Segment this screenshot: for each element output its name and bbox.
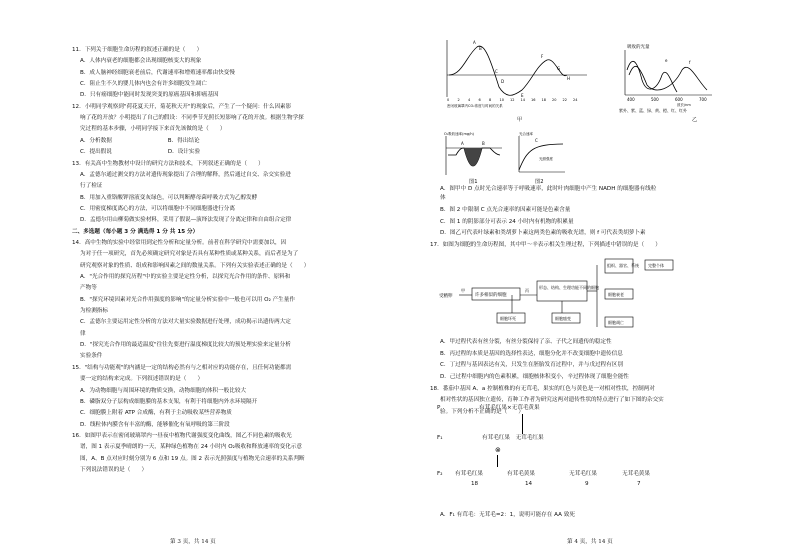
flow-box-aging: 细胞衰老 <box>608 292 624 297</box>
left-text-line: 11．下列关于细胞生命历程的叙述正确的是（ ） <box>72 47 203 53</box>
cross-p-text: 有茸毛红果×无茸毛黄果 <box>479 405 540 411</box>
cross-line-p <box>522 414 523 434</box>
flow-box-necrosis: 细胞坏死 <box>500 316 516 321</box>
left-text-line: B．成人脑神经细胞衰老前后，代谢速率和增殖速率都由快变慢 <box>80 69 235 76</box>
fig2-xlabel: 光照强度 <box>539 157 553 161</box>
right-page-footer: 第 4 页，共 14 页 <box>567 539 613 545</box>
left-text-line: B．"探究环境因素对光合作用强度的影响"的定量分析实验中一般也可以用 O₂ 产生量作 <box>80 296 295 303</box>
yi-label-f: f <box>689 60 691 65</box>
fig1-label-a: A <box>461 141 464 146</box>
right-text-line: 验。下列分析不正确的是（ ） <box>440 409 524 415</box>
yi-bands: 紫外、紫、蓝、绿、黄、橙、红、红外 <box>619 108 687 113</box>
left-text-line: 图，A、B 点对应时刻分别为 6 点和 19 点。图 2 表示光照强度与植物光合速率的关系判断 <box>80 455 305 462</box>
left-text-line: 16．如图甲表示在密闭玻璃罩内一昼夜中植物代谢强度变化曲线，图乙不同色素的吸收光 <box>72 432 292 439</box>
right-text-line: D．图乙可代表叶绿素和类胡萝卜素这两类色素的吸收光谱，则 f 可代表类胡萝卜素 <box>440 230 646 236</box>
left-text-line: D．线粒体内膜含有丰富的酶，能够催化有氧呼吸的第三阶段 <box>80 421 230 428</box>
jia-x-tick: 10 <box>499 98 504 102</box>
left-text-line: A．人体内衰老的细胞都会出现细胞核变大的现象 <box>80 58 202 65</box>
right-text-line: 相对性状的基因独立遗传，育种工作者为研究这两对遗传性状的特点进行了如下图的杂交实 <box>440 397 664 403</box>
left-text-line: C．细胞膜上附着 ATP 合成酶，有利于主动吸收某些营养物质 <box>80 410 232 417</box>
fig2-label-c: C <box>535 138 538 143</box>
left-text-line: B．磷脂双分子层构成细胞膜的基本支架，有利于将细胞内外水环境隔开 <box>80 398 258 405</box>
left-text-line: 谱，图 1 表示夏季晴朗的一天，某种绿色植物在 24 小时内 O₂吸收和释放速率的变化示意 <box>80 444 302 451</box>
jia-x-tick: 20 <box>552 98 557 102</box>
flow-start: 受精卵 <box>439 294 453 299</box>
cross-selfing: ⊗ <box>495 446 501 454</box>
left-text-line: 15．"结构与功能观"的内涵是一定的结构必然有与之相对应的功能存在，且任何功能都需 <box>72 364 292 371</box>
cross-f2-count-1: 18 <box>471 481 479 487</box>
cross-f2-type-4: 无茸毛黄果 <box>622 471 650 477</box>
left-text-line: 究过程的基本步骤，小明同学接下来首先该做的是（ ） <box>80 126 226 133</box>
right-text-line: A．F₁ 有茸毛：无茸毛=2：1，说明可能存在 AA 致死 <box>440 512 575 518</box>
flow-box-apoptosis: 细胞凋亡 <box>608 320 624 325</box>
flow-bing: 丙 <box>525 288 529 293</box>
yi-tick-700: 700 <box>699 97 707 102</box>
yi-tick-400: 400 <box>627 97 635 102</box>
left-text-line: 下列说法错误的是（ ） <box>80 466 148 473</box>
cross-f2-type-1: 有茸毛红果 <box>455 471 483 477</box>
left-text-line: A．"光合作用的探究历程"中的实验主要是定性分析，以探究光合作用的条件、原料和 <box>80 274 291 280</box>
right-text-line: C．图 1 的阴影部分可表示 24 小时内有机物的积累量 <box>440 219 574 225</box>
figure-1-chart <box>442 130 507 180</box>
left-text-line: C．提出假说 D．设计实验 <box>80 149 201 156</box>
cross-line-f1 <box>497 455 498 467</box>
left-text-line: 要一定的结构来完成。下列叙述错误的是（ ） <box>80 376 204 383</box>
yi-tick-500: 500 <box>651 97 659 102</box>
flow-box-diff: 形态、结构、生理功能不同的细胞 <box>539 285 599 290</box>
flow-box-body: 完整个体 <box>648 263 664 268</box>
jia-label-h: H <box>567 76 571 81</box>
jia-x-tick: 12 <box>510 98 515 102</box>
figure-yi-chart <box>617 40 737 115</box>
jia-x-tick: 8 <box>489 98 492 102</box>
right-page <box>397 0 794 550</box>
left-text-line: 实验条件 <box>80 353 103 360</box>
right-text-line: 17．如图为细胞的生命历程图，其中甲～辛表示相关生理过程，下列描述中错误的是（ ） <box>430 242 661 248</box>
left-text-line: 13．有关高中生物教材中设计的研究方法和技术，下列叙述正确的是（ ） <box>72 160 264 167</box>
jia-label-b: B <box>479 46 482 51</box>
left-text-line: 产物等 <box>80 285 97 292</box>
fig2-ylabel: 光合速率 <box>519 132 533 136</box>
left-text-line: D．孟德尔用山柳菊做实验材料，采用了假说—演绎法发现了分离定律和自由组合定律 <box>80 217 292 224</box>
figure-jia-caption: 甲 <box>517 117 523 123</box>
left-text-line: 行了检证 <box>80 183 103 190</box>
jia-xlabel: 密闭玻璃罩内CO₂浓度与时间的关系 <box>447 104 503 108</box>
right-text-line: A．甲过程代表有丝分裂，有丝分裂保持了亲、子代之间遗传的稳定性 <box>440 339 612 345</box>
figure-2-chart <box>515 130 570 180</box>
left-text-line: A．分析数据 B．得出结论 <box>80 137 200 144</box>
jia-label-f: F <box>541 54 544 59</box>
jia-label-d: D <box>501 79 505 84</box>
right-text-line: 18．番茄中基因 A、a 控制植株的有无茸毛，果实的红色与黄色是一对相对性状，控制两对 <box>430 386 655 392</box>
fig1-ylabel: O₂吸收速率(mg/h) <box>444 132 474 136</box>
jia-x-tick: 2 <box>457 98 460 102</box>
jia-x-ticks <box>447 98 578 102</box>
jia-x-tick: 4 <box>468 98 471 102</box>
left-text-line: 律 <box>80 330 86 337</box>
left-text-line: B．用加入重铬酸钾溶液变灰绿色，可以判断酵母菌呼吸方式为乙醇发酵 <box>80 194 258 201</box>
left-text-line: 研究观察对象的性质、组成和影响因素之间的数量关系。下列有关实验表述正确的是（ ） <box>80 262 310 269</box>
left-text-line: 12．小明同学观察到"荷花夏天开，菊花秋天开"的现象后，产生了一个疑问：什么因素影 <box>72 103 292 110</box>
cross-f2-label: F₂ <box>437 471 443 477</box>
left-text-line: A．为动物细胞与周围环境的物质交换，动物细胞的体积一般比较大 <box>80 387 247 394</box>
left-page-footer: 第 3 页，共 14 页 <box>170 539 216 545</box>
left-text-line: 响了花的开放？小明提出了自己的假设：不同季节光照长短影响了花的开放。根据生物学探 <box>80 115 304 122</box>
left-text-line: 二、多选题（每小题 3 分 满选得 1 分 共 15 分） <box>72 228 199 235</box>
cross-p-label: P <box>437 405 441 411</box>
left-text-line: C．孟德尔主要运用定性分析的方法对大量实验数据进行处理，成功揭示出遗传两大定 <box>80 319 291 326</box>
flow-box-cancer: 细胞癌变 <box>555 316 571 321</box>
jia-label-a: A <box>473 40 476 45</box>
cross-f2-count-3: 9 <box>585 481 589 487</box>
left-text-line: 14．高中生物的实验中经常用到定性分析和定量分析。前者在科学研究中需要加以，因 <box>72 239 287 246</box>
cross-f1-text: 有茸毛红果 无茸毛红果 <box>482 435 544 441</box>
right-text-line: B．丙过程的本质是基因的选择性表达，细胞分化并不改变细胞中遗传信息 <box>440 351 623 357</box>
jia-label-g: G <box>557 66 561 71</box>
yi-label-e: e <box>665 58 668 63</box>
right-text-line: C．丁过程与基因表达有关，只发生在胚胎发育过程中，并与戊过程有区别 <box>440 362 623 368</box>
cross-f2-type-3: 无茸毛红果 <box>569 471 597 477</box>
jia-x-tick: 24 <box>573 98 578 102</box>
figure-yi-caption: 乙 <box>692 117 698 123</box>
flow-box-division: 许多相似的细胞 <box>475 293 507 298</box>
jia-x-tick: 16 <box>531 98 536 102</box>
cross-f1-label: F₁ <box>437 435 443 441</box>
cross-f2-count-4: 7 <box>637 481 641 487</box>
yi-xunit: 波长/nm <box>677 103 691 107</box>
yi-title: 吸收的光量 <box>627 45 650 50</box>
left-text-line: D．只有癌细胞中能同时发现突变的原癌基因和抑癌基因 <box>80 92 219 99</box>
jia-x-tick: 22 <box>562 98 567 102</box>
flow-jia: 甲 <box>461 288 465 293</box>
left-text-line: C．用密度梯度离心的方法，可以将细胞中不同细胞器进行分离 <box>80 205 235 212</box>
jia-x-tick: 0 <box>447 98 450 102</box>
left-text-line: 为检测指标 <box>80 308 108 315</box>
cross-f2-type-2: 有茸毛黄果 <box>507 471 535 477</box>
jia-x-tick: 14 <box>520 98 525 102</box>
left-text-line: 为对于任一项研究，首先必须确定研究对象是否具有某种性质或某种关系，而后者是为了 <box>80 251 299 258</box>
right-text-line: 体 <box>440 195 446 201</box>
figure-1-caption: 图1 <box>469 179 478 185</box>
fig1-label-b: B <box>482 141 485 146</box>
flow-box-tissue: 组织、器官、系统 <box>607 263 639 268</box>
left-text-line: A．孟德尔通过测交的方法对遗传现象提出了合理的解释，然后通过自交、杂交实验进 <box>80 171 291 178</box>
cross-f2-count-2: 14 <box>525 481 533 487</box>
jia-label-e: E <box>521 93 524 98</box>
yi-tick-600: 600 <box>675 97 683 102</box>
right-text-line: D．己过程中细胞内的色素积累，细胞核体积变小，辛过程体现了细胞全能性 <box>440 374 629 380</box>
left-text-line: D．"探究光合作用的最适温度"往往先要进行温度梯度比较大的预处理实验来定量分析 <box>80 342 291 349</box>
figure-jia-chart <box>437 35 597 115</box>
figure-2-caption: 图2 <box>535 179 544 185</box>
right-text-line: B．图 2 中限制 C 点光合速率的因素可能是色素含量 <box>440 207 571 213</box>
jia-label-c: C <box>495 69 498 74</box>
life-history-flowchart <box>437 255 737 335</box>
left-text-line: C．阻止生不久的婴儿体内也会有许多细胞发生凋亡 <box>80 81 207 88</box>
jia-x-tick: 6 <box>478 98 481 102</box>
jia-x-tick: 18 <box>541 98 546 102</box>
right-text-line: A．图甲中 D 点时光合速率等于呼吸速率，此时叶肉细胞中产生 NADH 的细胞器有线粒 <box>440 186 657 192</box>
